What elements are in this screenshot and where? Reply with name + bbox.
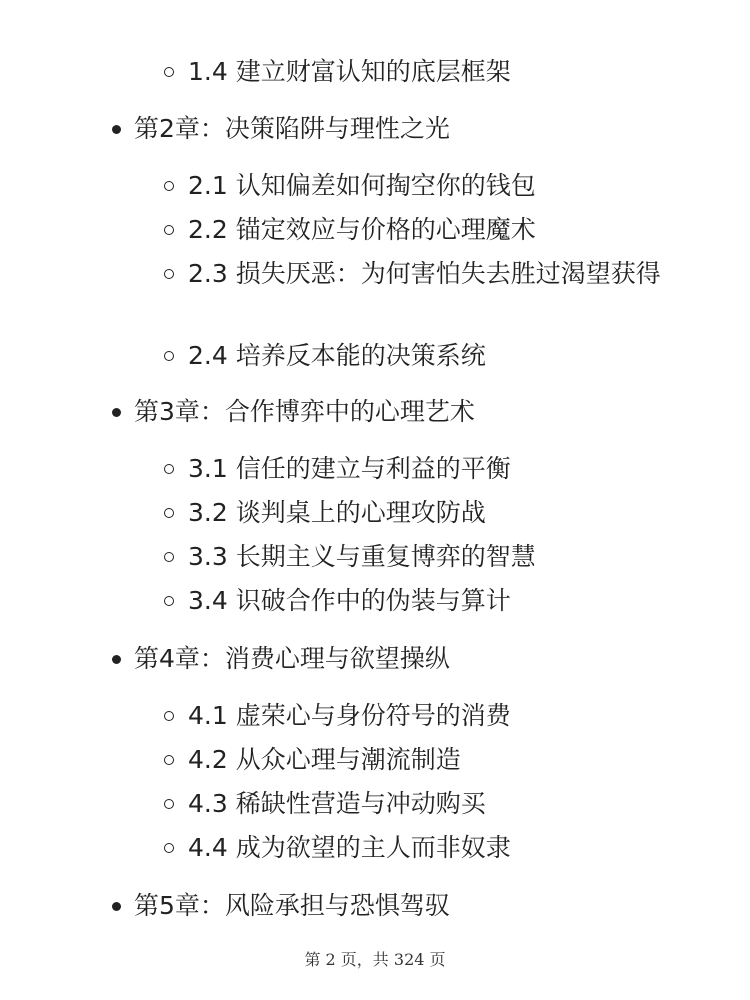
- toc-section-2-1[interactable]: [164, 166, 684, 206]
- hollow-bullet-icon: [164, 351, 174, 361]
- filled-bullet-icon: [112, 655, 121, 664]
- toc-section-label: 2.3 损失厌恶：为何害怕失去胜过渴望获得: [188, 259, 661, 288]
- toc-section-label: 3.1 信任的建立与利益的平衡: [188, 454, 511, 483]
- toc-chapter-label: 第5章：风险承担与恐惧驾驭: [134, 891, 450, 920]
- hollow-bullet-icon: [164, 225, 174, 235]
- toc-section-label: 2.1 认知偏差如何掏空你的钱包: [188, 171, 536, 200]
- hollow-bullet-icon: [164, 181, 174, 191]
- toc-section-label: 4.3 稀缺性营造与冲动购买: [188, 789, 486, 818]
- toc-section-label: 4.2 从众心理与潮流制造: [188, 745, 461, 774]
- hollow-bullet-icon: [164, 711, 174, 721]
- filled-bullet-icon: [112, 125, 121, 134]
- toc-section-2-3[interactable]: [164, 254, 684, 294]
- hollow-bullet-icon: [164, 799, 174, 809]
- filled-bullet-icon: [112, 408, 121, 417]
- toc-section-label: 3.2 谈判桌上的心理攻防战: [188, 498, 486, 527]
- toc-section-3-2[interactable]: [164, 493, 684, 533]
- hollow-bullet-icon: [164, 843, 174, 853]
- toc-section-label: 4.4 成为欲望的主人而非奴隶: [188, 833, 511, 862]
- toc-section-label: 3.3 长期主义与重复博弈的智慧: [188, 542, 536, 571]
- toc-section-3-3[interactable]: [164, 537, 684, 577]
- hollow-bullet-icon: [164, 596, 174, 606]
- toc-section-2-2[interactable]: [164, 210, 684, 250]
- toc-section-1-4[interactable]: [164, 52, 684, 92]
- toc-chapter-label: 第3章：合作博弈中的心理艺术: [134, 397, 475, 426]
- page-number-footer: 第 2 页，共 324 页: [304, 950, 446, 969]
- hollow-bullet-icon: [164, 269, 174, 279]
- hollow-bullet-icon: [164, 464, 174, 474]
- toc-section-label: 4.1 虚荣心与身份符号的消费: [188, 701, 511, 730]
- toc-section-label: 1.4 建立财富认知的底层框架: [188, 57, 511, 86]
- toc-chapter-label: 第2章：决策陷阱与理性之光: [134, 114, 450, 143]
- toc-section-label: 2.4 培养反本能的决策系统: [188, 341, 486, 370]
- hollow-bullet-icon: [164, 508, 174, 518]
- filled-bullet-icon: [112, 902, 121, 911]
- toc-chapter-label: 第4章：消费心理与欲望操纵: [134, 644, 450, 673]
- toc-section-4-2[interactable]: [164, 740, 684, 780]
- toc-section-4-4[interactable]: [164, 828, 684, 868]
- toc-section-3-1[interactable]: [164, 449, 684, 489]
- toc-section-2-4[interactable]: [164, 336, 684, 376]
- toc-section-label: 3.4 识破合作中的伪装与算计: [188, 586, 511, 615]
- toc-section-label: 2.2 锚定效应与价格的心理魔术: [188, 215, 536, 244]
- hollow-bullet-icon: [164, 552, 174, 562]
- hollow-bullet-icon: [164, 755, 174, 765]
- toc-section-3-4[interactable]: [164, 581, 684, 621]
- toc-section-4-1[interactable]: [164, 696, 684, 736]
- toc-section-4-3[interactable]: [164, 784, 684, 824]
- hollow-bullet-icon: [164, 67, 174, 77]
